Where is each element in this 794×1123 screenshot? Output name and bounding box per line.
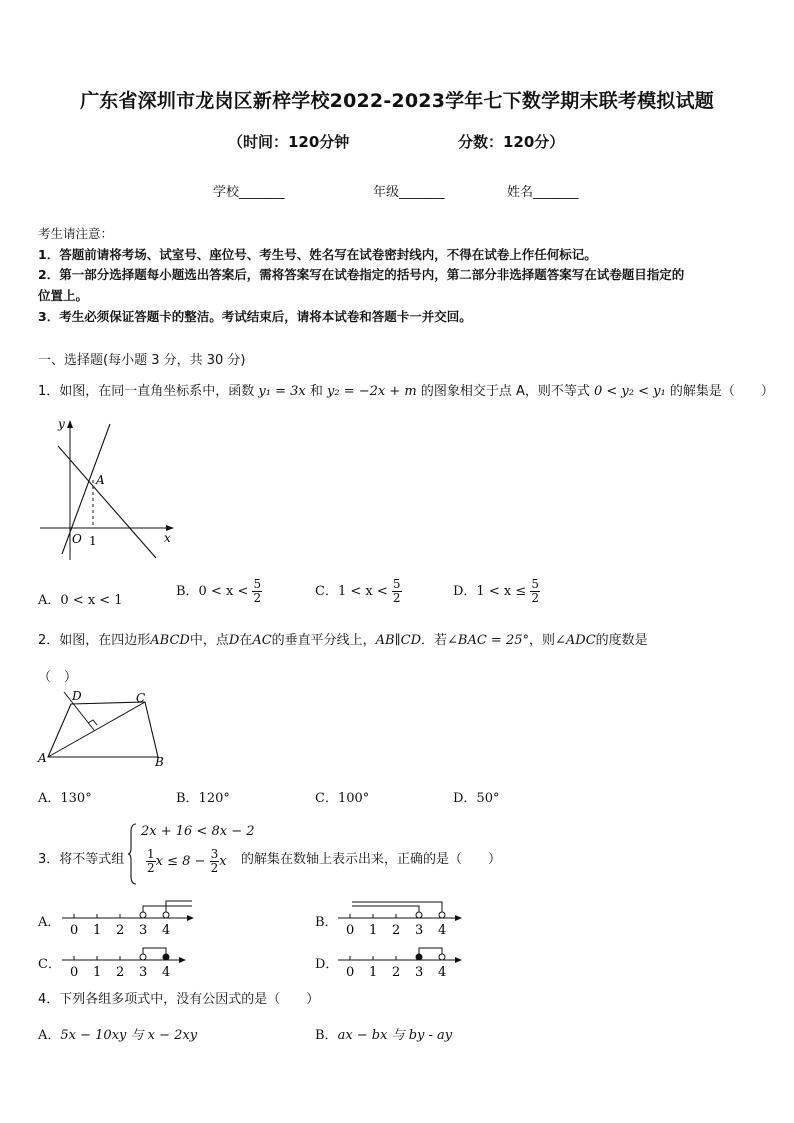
question-3-prefix: 3．将不等式组 bbox=[38, 852, 125, 867]
question-3-text: 的解集在数轴上表示出来，正确的是（ ） bbox=[241, 852, 502, 867]
notice-heading: 考生请注意： bbox=[38, 226, 114, 241]
svg-text:4: 4 bbox=[162, 965, 171, 978]
notice-item-2: 2．第一部分选择题每小题选出答案后，需将答案写在试卷指定的括号内，第二部分非选择题答案写在试卷题目指定的 bbox=[38, 267, 685, 282]
q1-option-c[interactable]: C．1 < x < $\frac{5}{2}$ bbox=[315, 577, 401, 605]
q3-option-c[interactable]: C． bbox=[38, 957, 61, 972]
svg-text:4: 4 bbox=[438, 923, 447, 936]
question-1-figure bbox=[38, 418, 180, 568]
question-2-paren: （ ） bbox=[38, 670, 78, 685]
x-axis-label: x bbox=[164, 531, 171, 545]
label-d: D bbox=[72, 689, 82, 703]
tick-2: 2 bbox=[116, 923, 125, 936]
svg-text:1: 1 bbox=[93, 965, 102, 978]
label-b: B bbox=[155, 755, 164, 769]
question-1-text: 1．如图，在同一直角坐标系中，函数 y₁ = 3x 和 y₂ = −2x + m 的图象相交于点 A，则不等式 0 < y₂ < y₁ 的解集是（ ） bbox=[38, 384, 774, 399]
svg-text:3: 3 bbox=[415, 923, 424, 936]
q2-option-b[interactable]: B．120° bbox=[176, 791, 230, 806]
q4-option-a[interactable]: A．5x − 10xy 与 x − 2xy bbox=[38, 1028, 198, 1043]
q2-option-c[interactable]: C．100° bbox=[315, 791, 370, 806]
q3-option-b[interactable]: B． bbox=[315, 915, 338, 930]
tick-3: 3 bbox=[139, 923, 148, 936]
q3-numberline-c bbox=[60, 940, 190, 978]
svg-text:0: 0 bbox=[346, 923, 355, 936]
svg-text:3: 3 bbox=[139, 965, 148, 978]
svg-text:0: 0 bbox=[70, 965, 79, 978]
q1-option-d[interactable]: D．1 < x ≤ $\frac{5}{2}$ bbox=[453, 577, 539, 605]
page-title: 广东省深圳市龙岗区新梓学校2022-2023学年七下数学期末联考模拟试题 bbox=[80, 90, 714, 112]
tick-0: 0 bbox=[70, 923, 79, 936]
line-y1 bbox=[62, 424, 110, 554]
q4-option-b[interactable]: B．ax − bx 与 by - ay bbox=[315, 1028, 453, 1043]
notice-item-2-cont: 位置上。 bbox=[38, 288, 89, 303]
q3-option-a[interactable]: A． bbox=[38, 915, 61, 930]
system-line-2: $\frac{1}{2}$ x ≤ 8 − $\frac{3}{2}$ x bbox=[147, 847, 227, 875]
notice-item-1: 1．答题前请将考场、试室号、座位号、考生号、姓名写在试卷密封线内，不得在试卷上作任何标记。 bbox=[38, 247, 597, 262]
q3-option-d[interactable]: D． bbox=[315, 957, 339, 972]
svg-text:2: 2 bbox=[116, 965, 125, 978]
point-a-label: A bbox=[96, 473, 105, 487]
svg-text:3: 3 bbox=[415, 965, 424, 978]
svg-text:2: 2 bbox=[392, 965, 401, 978]
svg-text:1: 1 bbox=[369, 965, 378, 978]
label-a: A bbox=[38, 751, 47, 765]
label-c: C bbox=[136, 691, 146, 705]
grade-field: 年级_______ bbox=[373, 185, 445, 200]
svg-text:4: 4 bbox=[438, 965, 447, 978]
system-line-1: 2x + 16 < 8x − 2 bbox=[141, 824, 255, 839]
question-2-figure bbox=[36, 688, 172, 770]
q3-numberline-b bbox=[336, 898, 466, 936]
svg-text:0: 0 bbox=[346, 965, 355, 978]
q1-option-b[interactable]: B．0 < x < $\frac{5}{2}$ bbox=[176, 577, 262, 605]
question-4-text: 4．下列各组多项式中，没有公因式的是（ ） bbox=[38, 992, 320, 1007]
q1-option-a[interactable]: A．0 < x < 1 bbox=[38, 593, 123, 608]
notice-item-3: 3．考生必须保证答题卡的整洁。考试结束后，请将本试卷和答题卡一并交回。 bbox=[38, 309, 472, 324]
tick-one-label: 1 bbox=[89, 534, 97, 548]
exam-score: 分数：120分） bbox=[458, 133, 565, 151]
y-axis-label: y bbox=[58, 418, 65, 431]
school-field: 学校_______ bbox=[213, 185, 285, 200]
name-field: 姓名_______ bbox=[507, 185, 579, 200]
exam-time: （时间：120分钟 bbox=[228, 133, 350, 151]
q2-option-d[interactable]: D．50° bbox=[453, 791, 500, 806]
section-heading: 一、选择题(每小题 3 分，共 30 分) bbox=[38, 353, 246, 368]
tick-1: 1 bbox=[93, 923, 102, 936]
q2-option-a[interactable]: A．130° bbox=[38, 791, 92, 806]
system-brace bbox=[128, 822, 138, 886]
origin-label: O bbox=[72, 532, 82, 546]
tick-4: 4 bbox=[162, 923, 171, 936]
q3-numberline-d bbox=[336, 940, 466, 978]
question-2-text: 2．如图，在四边形ABCD中，点D在AC的垂直平分线上，AB∥CD．若∠BAC = 25°，则∠ADC的度数是 bbox=[38, 633, 648, 648]
q3-numberline-a bbox=[60, 898, 200, 936]
svg-text:1: 1 bbox=[369, 923, 378, 936]
svg-text:2: 2 bbox=[392, 923, 401, 936]
